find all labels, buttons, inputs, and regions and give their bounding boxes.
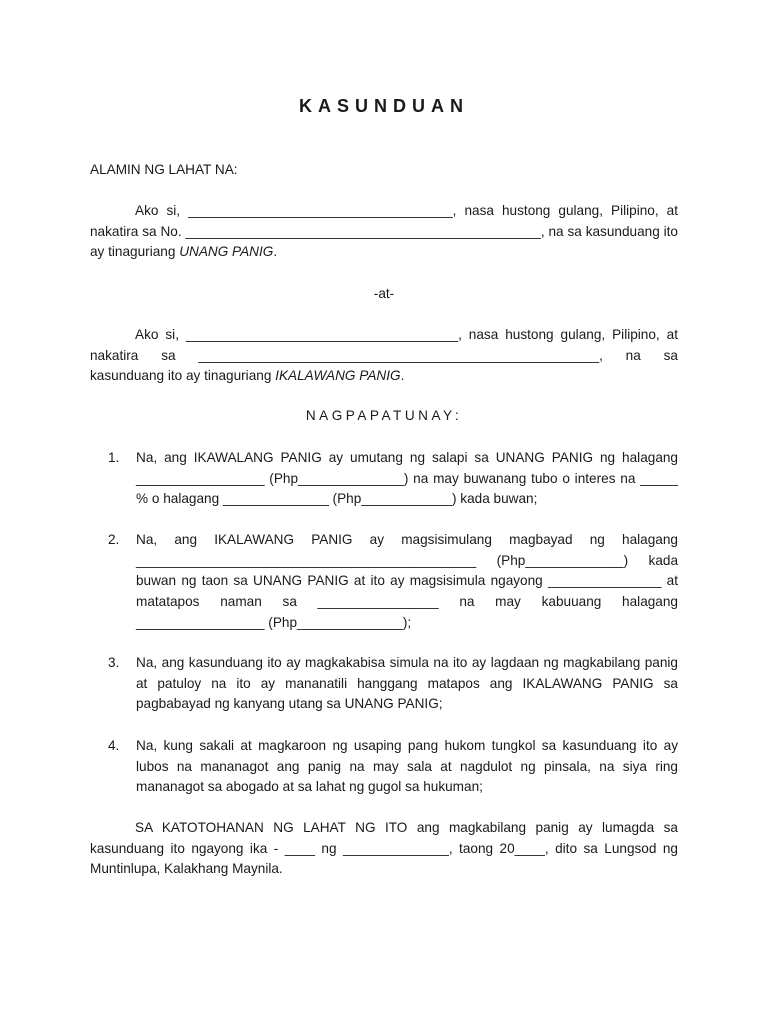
- party2-designation: IKALAWANG PANIG: [275, 368, 401, 384]
- list-item-number: 1.: [108, 450, 120, 465]
- salutation: ALAMIN NG LAHAT NA:: [90, 162, 238, 177]
- party1-designation: UNANG PANIG: [179, 244, 274, 260]
- list-item-number: 4.: [108, 738, 120, 753]
- party1-end: .: [273, 244, 278, 260]
- separator: -at-: [373, 286, 395, 301]
- party2-text: Ako si, ____________________________________, nasa hustong gulang, Pilipino, at nakatira sa _____________________________________________________, na sa kasunduang ito ay tinaguriang: [90, 327, 678, 384]
- list-item-number: 3.: [108, 655, 120, 670]
- section-heading: NAGPAPATUNAY:: [305, 408, 463, 423]
- list-item-text: Na, kung sakali at magkaroon ng usaping pang hukom tungkol sa kasunduang ito ay lubos na mananagot ang panig na may sala at nagdulot ng pinsala, na siya ring mananagot sa abogado at sa lahat ng gugol sa hukuman;: [136, 738, 678, 795]
- list-item-text: Na, ang IKALAWANG PANIG ay magsisimulang magbayad ng halagang _____________________________________________ (Php_____________) kada buwan ng taon sa UNANG PANIG at ito ay magsisimula ngayong _______________ at matatapos naman sa ________________ na may kabuuang halagang _________________ (Php______________);: [136, 532, 678, 630]
- party1-text: Ako si, ___________________________________, nasa hustong gulang, Pilipino, at nakatira sa No. _______________________________________________, na sa kasunduang ito ay tinaguriang: [90, 203, 678, 260]
- list-item-text: Na, ang kasunduang ito ay magkakabisa simula na ito ay lagdaan ng magkabilang panig at patuloy na ito ay mananatili hanggang matapos ang IKALAWANG PANIG sa pagbabayad ng kanyang utang sa UNANG PANIG;: [136, 655, 678, 712]
- list-item-number: 2.: [108, 532, 120, 547]
- document-title: KASUNDUAN: [299, 96, 469, 116]
- party2-end: .: [400, 368, 405, 384]
- closing-paragraph: SA KATOTOHANAN NG LAHAT NG ITO ang magkabilang panig ay lumagda sa kasunduang ito ngayong ika - ____ ng ______________, taong 20____, dito sa Lungsod ng Muntinlupa, Kalakhang Maynila.: [90, 820, 678, 877]
- list-item-text: Na, ang IKAWALANG PANIG ay umutang ng salapi sa UNANG PANIG ng halagang _________________ (Php______________) na may buwanang tubo o interes na _____ % o halagang ______________ (Php____________) kada buwan;: [136, 450, 678, 507]
- party1-paragraph: [90, 201, 678, 263]
- party2-paragraph: [90, 325, 678, 387]
